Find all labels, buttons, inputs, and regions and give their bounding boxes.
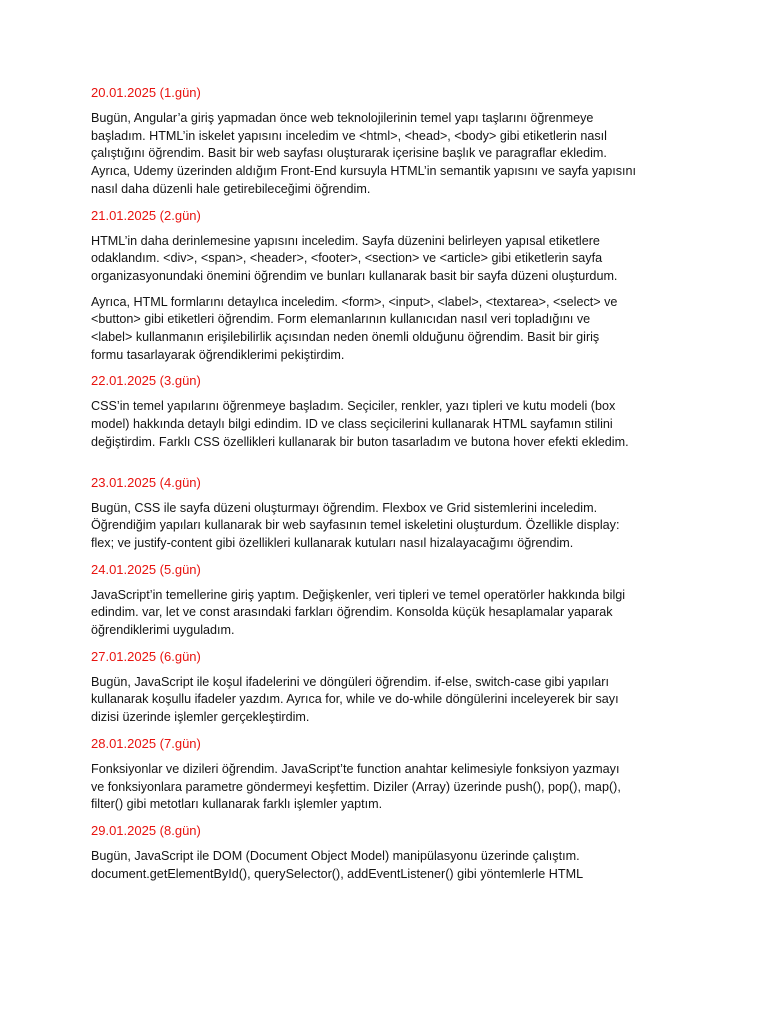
entry-date: 22.01.2025 (3.gün) — [91, 373, 201, 389]
entry-date: 21.01.2025 (2.gün) — [91, 207, 201, 223]
log-entry-day-6 — [91, 648, 681, 727]
entry-date: 20.01.2025 (1.gün) — [91, 85, 201, 100]
document-page — [91, 84, 681, 891]
entry-paragraph: HTML’in daha derinlemesine yapısını inceledim. Sayfa düzenini belirleyen yapısal etiketlere odaklandım. <div>, <span>, <header>, <footer>, <section> ve <article> gibi etiketlerin sayfa organizasyonundaki önemini öğrendim ve bunları kullanarak basit bir sayfa düzeni oluşturdum. — [91, 233, 618, 283]
log-entry-day-1 — [91, 84, 681, 199]
log-entry-day-4 — [91, 474, 681, 553]
entry-paragraph: Bugün, JavaScript ile DOM (Document Object Model) manipülasyonu üzerinde çalıştım. document.getElementById(), querySelector(), addEventListener() gibi yöntemlerle HTML — [91, 848, 584, 881]
entry-date: 28.01.2025 (7.gün) — [91, 735, 201, 751]
entry-paragraph: Bugün, Angular’a giriş yapmadan önce web teknolojilerinin temel yapı taşlarını öğrenmeye başladım. HTML’in iskelet yapısını inceledim ve <html>, <head>, <body> gibi etiketlerin nasıl çalıştığını öğrendim. Basit bir web sayfası oluşturarak içerisine başlık ve paragraflar ekledim. Ayrıca, Udemy üzerinden aldığım Front-End kursuyla HTML’in semantik yapısını ve sayfa yapısını nasıl daha düzenli hale getirebileceğimi öğrendim. — [91, 111, 637, 196]
entry-paragraph: Bugün, CSS ile sayfa düzeni oluşturmayı öğrendim. Flexbox ve Grid sistemlerini inceledim. Öğrendiğim yapıları kullanarak bir web sayfasının temel iskeletini oluşturdum. Özellikle display: flex; ve justify-content gibi özellikleri kullanarak kutuları nasıl hizalayacağımı öğrendim. — [91, 500, 620, 550]
log-entry-day-3 — [91, 372, 681, 451]
entry-paragraph: Bugün, JavaScript ile koşul ifadelerini ve döngüleri öğrendim. if-else, switch-case gibi yapıları kullanarak koşullu ifadeler yazdım. Ayrıca for, while ve do-while döngülerini inceleyerek bir sayı dizisi üzerinde işlemler gerçekleştirdim. — [91, 674, 619, 725]
log-entry-day-8 — [91, 822, 681, 883]
log-entry-day-2 — [91, 207, 681, 365]
entry-date: 29.01.2025 (8.gün) — [91, 822, 201, 838]
log-entry-day-7 — [91, 735, 681, 814]
entry-date: 24.01.2025 (5.gün) — [91, 561, 201, 577]
entry-paragraph: Fonksiyonlar ve dizileri öğrendim. JavaScript’te function anahtar kelimesiyle fonksiyon yazmayı ve fonksiyonlara parametre göndermeyi keşfettim. Diziler (Array) üzerinde push(), pop(), map(), filter() gibi metotları kullanarak farklı işlemler yaptım. — [91, 761, 621, 812]
entry-paragraph: Ayrıca, HTML formlarını detaylıca inceledim. <form>, <input>, <label>, <textarea>, <select> ve <button> gibi etiketleri öğrendim. Form elemanlarının kullanıcıdan nasıl veri topladığını ve <label> kullanmanın erişilebilirlik açısından neden önemli olduğunu öğrendim. Basit bir giriş formu tasarlayarak öğrendiklerimi pekiştirdim. — [91, 294, 618, 362]
entry-date: 23.01.2025 (4.gün) — [91, 474, 201, 490]
log-entry-day-5 — [91, 561, 681, 640]
entry-paragraph: JavaScript’in temellerine giriş yaptım. Değişkenler, veri tipleri ve temel operatörler hakkında bilgi edindim. var, let ve const arasındaki farkları öğrendim. Konsolda küçük hesaplamalar yaparak öğrendiklerimi uyguladım. — [91, 587, 626, 638]
entry-paragraph: CSS’in temel yapılarını öğrenmeye başladım. Seçiciler, renkler, yazı tipleri ve kutu modeli (box model) hakkında detaylı bilgi edindim. ID ve class seçicilerini kullanarak HTML sayfamın stilini değiştirdim. Farklı CSS özellikleri kullanarak bir buton tasarladım ve butona hover efekti ekledim. — [91, 399, 629, 449]
entry-date: 27.01.2025 (6.gün) — [91, 648, 201, 664]
